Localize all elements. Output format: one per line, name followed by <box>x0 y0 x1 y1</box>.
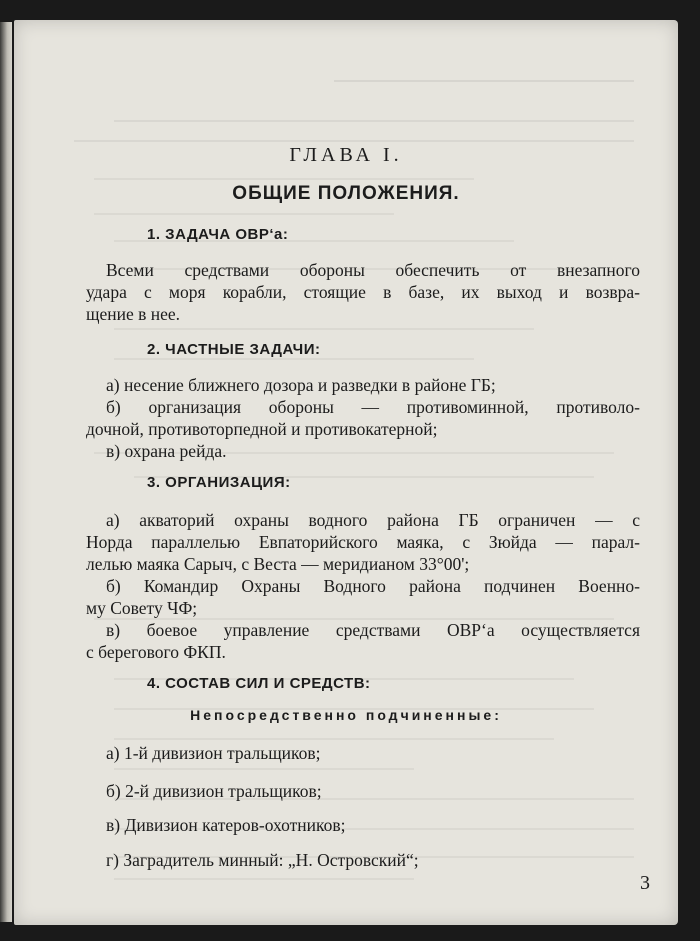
section-2-heading: 2. ЧАСТНЫЕ ЗАДАЧИ: <box>147 341 321 358</box>
list-item: б) 2-й дивизион тральщиков; <box>106 781 322 801</box>
text-line: Всеми средствами обороны обеспечить от внезапного <box>106 260 640 280</box>
section-4-heading: 4. СОСТАВ СИЛ И СРЕДСТВ: <box>147 675 371 692</box>
chapter-title: ОБЩИЕ ПОЛОЖЕНИЯ. <box>232 183 460 204</box>
chapter-heading: ГЛАВА I. <box>289 144 403 166</box>
text-line: в) охрана рейда. <box>106 441 227 461</box>
section-4-subheading: Непосредственно подчиненные: <box>190 707 502 723</box>
section-3-heading: 3. ОРГАНИЗАЦИЯ: <box>147 474 291 491</box>
section-2-paragraph <box>86 374 640 462</box>
list-item: а) 1-й дивизион тральщиков; <box>106 743 321 763</box>
text-line: лелью маяка Сарыч, с Веста — меридианом 33°00'; <box>86 554 470 574</box>
text-line: Норда параллелью Евпаторийского маяка, с Зюйда — парал- <box>86 532 640 552</box>
text-line: удара с моря корабли, стоящие в базе, их выход и возвра- <box>86 282 640 302</box>
section-1-heading: 1. ЗАДАЧА ОВР‘а: <box>147 226 289 243</box>
list-item: г) Заградитель минный: „Н. Островский“; <box>106 850 419 870</box>
section-1-paragraph <box>86 259 640 325</box>
text-line: б) Командир Охраны Водного района подчинен Военно- <box>106 576 640 596</box>
page-content <box>14 20 678 925</box>
text-line: щение в нее. <box>86 304 181 324</box>
text-line: б) организация обороны — противоминной, противоло- <box>106 397 640 417</box>
document-page <box>14 20 678 925</box>
list-item: в) Дивизион катеров-охотников; <box>106 815 346 835</box>
text-line: с берегового ФКП. <box>86 642 226 662</box>
text-line: дочной, противоторпедной и противокатерной; <box>86 419 438 439</box>
section-3-paragraph <box>86 509 640 663</box>
text-line: а) несение ближнего дозора и разведки в районе ГБ; <box>106 375 496 395</box>
text-line: в) боевое управление средствами ОВР‘а осуществляется <box>106 620 640 640</box>
previous-page-edge <box>0 22 12 922</box>
text-line: а) акваторий охраны водного района ГБ ограничен — с <box>106 510 640 530</box>
text-line: му Совету ЧФ; <box>86 598 198 618</box>
page-number: 3 <box>640 872 650 894</box>
